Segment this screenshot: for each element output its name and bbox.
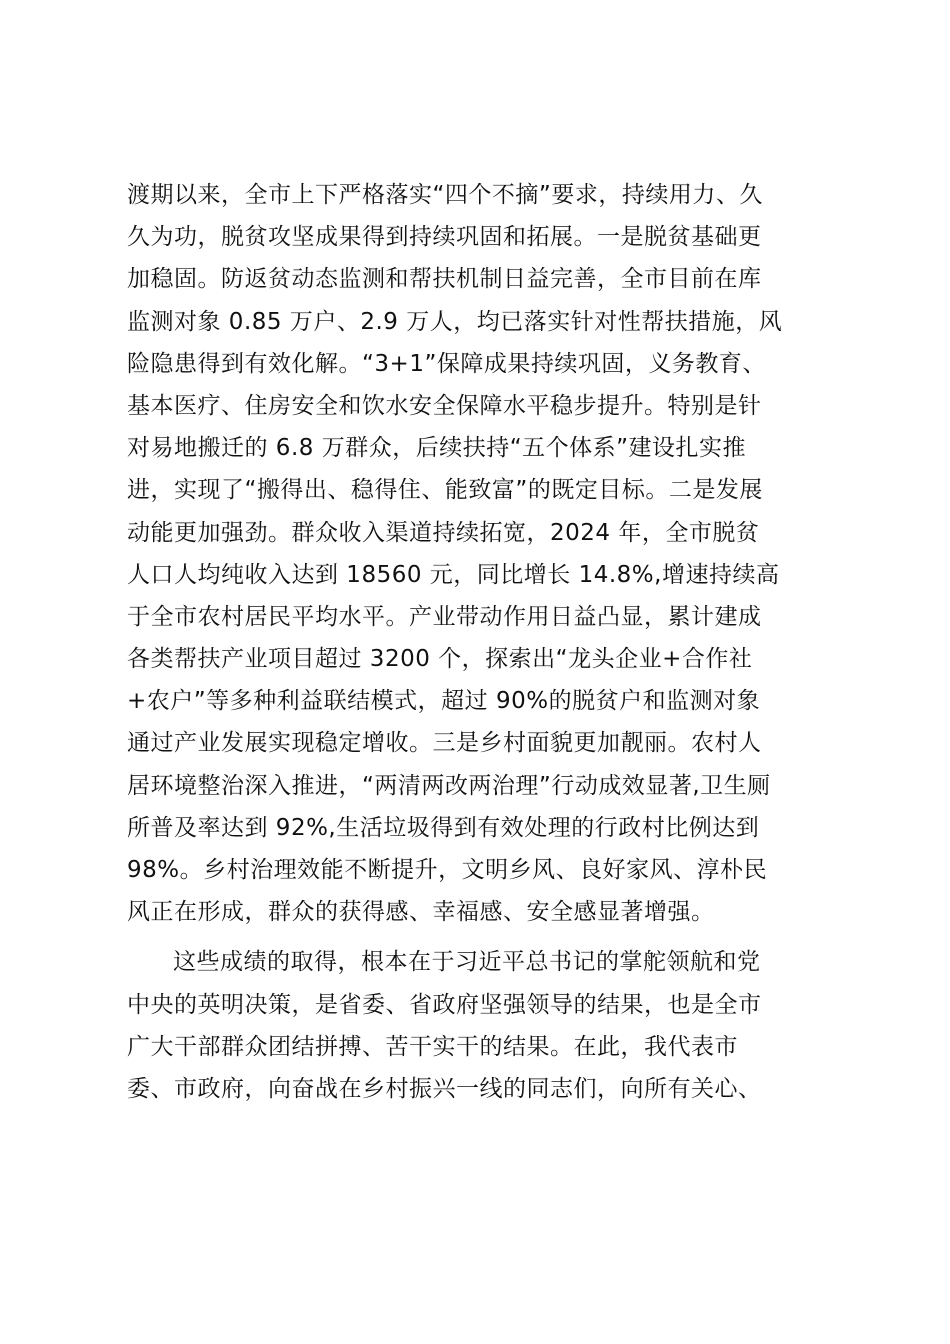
text-line: 各类帮扶产业项目超过 3200 个，探索出“龙头企业+合作社 (127, 646, 753, 673)
text-line: 加稳固。防返贫动态监测和帮扶机制日益完善，全市目前在库 (127, 266, 762, 293)
paragraph-1 (127, 174, 847, 933)
text-line: 渡期以来，全市上下严格落实“四个不摘”要求，持续用力、久 (127, 182, 763, 208)
text-line: +农户”等多种利益联结模式，超过 90%的脱贫户和监测对象 (127, 688, 761, 715)
text-line: 委、市政府，向奋战在乡村振兴一线的同志们，向所有关心、 (127, 1075, 762, 1102)
text-line: 风正在形成，群众的获得感、幸福感、安全感显著增强。 (127, 899, 715, 926)
text-line: 人口人均纯收入达到 18560 元，同比增长 14.8%,增速持续高 (127, 561, 780, 588)
text-line: 久为功，脱贫攻坚成果得到持续巩固和拓展。一是脱贫基础更 (127, 224, 762, 251)
text-line: 这些成绩的取得，根本在于习近平总书记的掌舵领航和党 (173, 949, 761, 976)
text-line: 进，实现了“搬得出、稳得住、能致富”的既定目标。二是发展 (127, 477, 763, 504)
text-line: 于全市农村居民平均水平。产业带动作用日益凸显，累计建成 (127, 603, 762, 630)
body-text (127, 174, 847, 1110)
text-line: 监测对象 0.85 万户、2.9 万人，均已落实针对性帮扶措施，风 (127, 308, 783, 335)
paragraph-spacer (127, 933, 847, 941)
text-line: 通过产业发展实现稳定增收。三是乡村面貌更加靓丽。农村人 (127, 730, 762, 757)
text-line: 动能更加强劲。群众收入渠道持续拓宽，2024 年，全市脱贫 (127, 519, 760, 546)
text-line: 98%。乡村治理效能不断提升，文明乡风、良好家风、淳朴民 (127, 857, 768, 883)
text-line: 居环境整治深入推进，“两清两改两治理”行动成效显著,卫生厕 (127, 772, 771, 799)
text-line: 所普及率达到 92%,生活垃圾得到有效处理的行政村比例达到 (127, 814, 760, 841)
text-line: 险隐患得到有效化解。“3+1”保障成果持续巩固，义务教育、 (127, 350, 766, 377)
text-line: 广大干部群众团结拼搏、苦干实干的结果。在此，我代表市 (127, 1033, 738, 1060)
text-line: 基本医疗、住房安全和饮水安全保障水平稳步提升。特别是针 (127, 392, 762, 419)
text-line: 对易地搬迁的 6.8 万群众，后续扶持“五个体系”建设扎实推 (127, 435, 747, 462)
text-line: 中央的英明决策，是省委、省政府坚强领导的结果，也是全市 (127, 991, 762, 1018)
paragraph-2 (127, 941, 847, 1110)
